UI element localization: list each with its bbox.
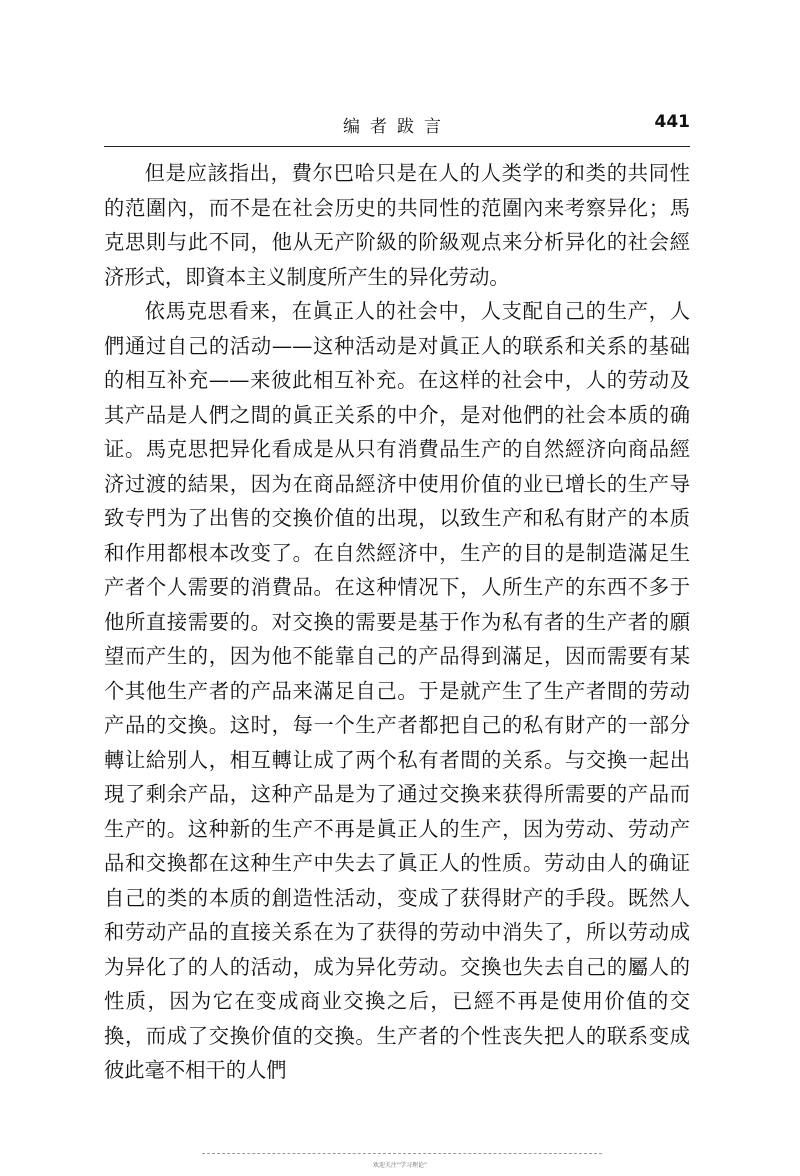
bottom-divider	[202, 1153, 602, 1154]
page-number: 441	[654, 112, 690, 132]
paragraph-1: 但是应該指出，費尔巴哈只是在人的人类学的和类的共同性的范圍內，而不是在社会历史的共同性的范圍內来考察异化；馬克思則与此不同，他从无产阶級的阶級观点来分析异化的社会經济形式，即資本主义制度所产生的异化劳动。	[104, 161, 690, 289]
page-header	[104, 112, 690, 142]
header-divider	[104, 146, 690, 147]
paragraph-2: 依馬克思看来，在眞正人的社会中，人支配自己的生产，人們通过自己的活动——这种活动是对眞正人的联系和关系的基础的相互补充——来彼此相互补充。在这样的社会中，人的劳动及其产品是人們之間的眞正关系的中介，是对他們的社会本质的确证。馬克思把异化看成是从只有消費品生产的自然經济向商品經济过渡的結果，因为在商品經济中使用价值的业已增长的生产导致专門为了出售的交換价值的出現，以致生产和私有財产的本质和作用都根本改变了。在自然經济中，生产的目的是制造滿足生产者个人需要的消費品。在这种情况下，人所生产的东西不多于他所直接需要的。对交換的需要是基于作为私有者的生产者的願望而产生的，因为他不能靠自己的产品得到滿足，因而需要有某个其他生产者的产品来滿足自己。于是就产生了生产者間的劳动产品的交換。这时，每一个生产者都把自己的私有財产的一部分轉让給别人，相互轉让成了两个私有者間的关系。与交換一起出現了剩余产品，这种产品是为了通过交換来获得所需要的产品而生产的。这种新的生产不再是眞正人的生产，因为劳动、劳动产品和交換都在这种生产中失去了眞正人的性质。劳动由人的确证自己的类的本质的創造性活动，变成了获得財产的手段。既然人和劳动产品的直接关系在为了获得的劳动中消失了，所以劳动成为异化了的人的活动，成为异化劳动。交換也失去自己的屬人的性质，因为它在变成商业交換之后，已經不再是使用价值的交換，而成了交換价值的交換。生产者的个性丧失把人的联系变成彼此毫不相干的人們	[104, 299, 690, 1082]
body-text	[104, 156, 690, 1088]
watermark-text: 欢迎关注“学习理论”	[372, 1162, 428, 1169]
running-title: 编者跋言	[343, 117, 451, 137]
